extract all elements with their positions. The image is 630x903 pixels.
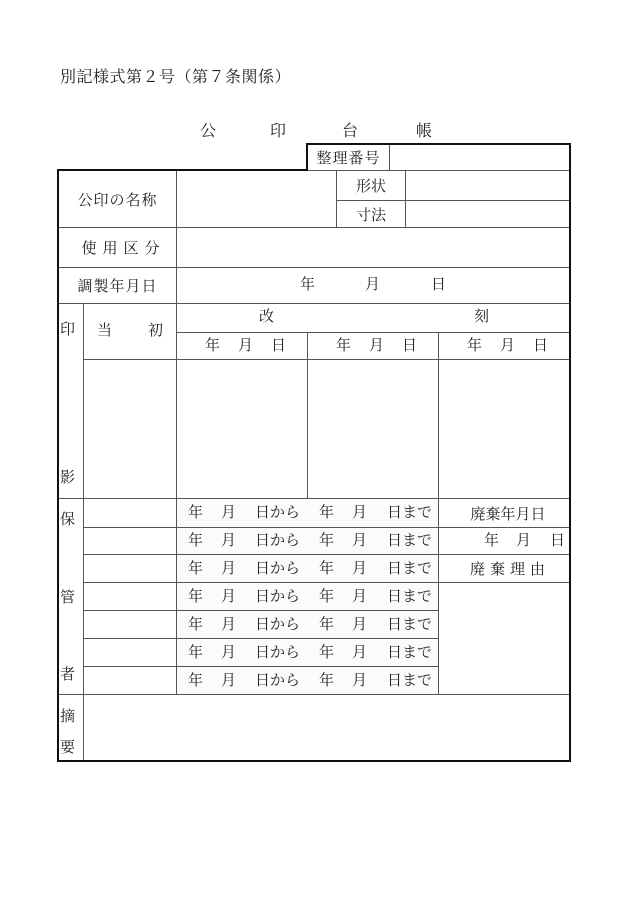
usage-label-cell: [58, 227, 177, 268]
recarve-date-3-day: 日: [533, 338, 549, 354]
disposal-reason-field[interactable]: [438, 582, 570, 695]
frame-step-top-border: [57, 169, 308, 171]
size-field[interactable]: [405, 200, 570, 228]
period-to-year: 年: [319, 617, 335, 633]
period-to-day: 日まで: [387, 645, 433, 661]
recarve-impression-box-1[interactable]: [176, 359, 308, 499]
disposal-reason-value: [439, 583, 569, 694]
period-from-month: 月: [221, 533, 237, 549]
period-from-year: 年: [188, 617, 204, 633]
period-to-month: 月: [352, 673, 368, 689]
seal-name-label-cell: [58, 170, 177, 228]
recarve-date-1-year: 年: [205, 338, 221, 354]
recarve-date-1-month: 月: [238, 338, 254, 354]
serial-number-label: 整理番号: [316, 151, 381, 167]
custodian-name-field[interactable]: [83, 554, 177, 583]
title-char: 台: [341, 123, 358, 140]
custodian-name-field[interactable]: [83, 610, 177, 639]
recarve-date-2-month: 月: [369, 338, 385, 354]
period-from-day: 日から: [255, 533, 301, 549]
custodian-name-value: [84, 528, 176, 554]
disposal-date-label: 廃棄年月日: [470, 506, 546, 523]
usage-field[interactable]: [176, 227, 570, 268]
period-to-day: 日まで: [387, 533, 433, 549]
disposal-date-day: 日: [550, 533, 566, 549]
custodian-name-value: [84, 499, 176, 527]
custodian-name-value: [84, 583, 176, 610]
period-to-year: 年: [319, 673, 335, 689]
period-to-day: 日まで: [387, 561, 433, 577]
period-to-year: 年: [319, 505, 335, 521]
size-label-cell: [336, 200, 406, 228]
period-from-year: 年: [188, 673, 204, 689]
impression-label-top: 印: [60, 322, 76, 338]
shape-label-cell: [336, 170, 406, 201]
serial-number-label-cell: [307, 144, 390, 171]
original-label-char: 当: [97, 323, 113, 339]
custodian-name-field[interactable]: [83, 666, 177, 695]
title-char: 公: [199, 123, 216, 140]
custodian-name-value: [84, 667, 176, 694]
disposal-date-month: 月: [516, 533, 532, 549]
recarve-date-2-day: 日: [402, 338, 418, 354]
period-from-month: 月: [221, 673, 237, 689]
remarks-label-char: 摘: [60, 709, 76, 725]
custodian-name-field[interactable]: [83, 582, 177, 611]
remarks-label-char: 要: [60, 740, 76, 756]
remarks-field[interactable]: [83, 694, 570, 761]
period-from-day: 日から: [255, 645, 301, 661]
period-to-year: 年: [319, 533, 335, 549]
seal-name-field[interactable]: [176, 170, 337, 228]
period-from-month: 月: [221, 589, 237, 605]
made-date-label: 調製年月日: [77, 279, 158, 295]
period-to-day: 日まで: [387, 505, 433, 521]
recarve-impression-box-2[interactable]: [307, 359, 439, 499]
period-from-year: 年: [188, 589, 204, 605]
recarve-label-char: 改: [259, 309, 275, 325]
seal-name-value: [177, 171, 336, 227]
shape-field[interactable]: [405, 170, 570, 201]
original-label-char: 初: [148, 323, 164, 339]
recarve-date-1-day: 日: [271, 338, 287, 354]
disposal-reason-label: 廃棄理由: [469, 562, 550, 578]
form-reference: 別記様式第２号（第７条関係）: [60, 69, 292, 86]
period-from-month: 月: [221, 645, 237, 661]
recarve-label-char: 刻: [474, 309, 490, 325]
custodian-name-field[interactable]: [83, 527, 177, 555]
original-impression-box[interactable]: [83, 359, 177, 499]
custodian-name-field[interactable]: [83, 498, 177, 528]
period-from-year: 年: [188, 505, 204, 521]
title-char: 印: [269, 123, 286, 140]
period-to-day: 日まで: [387, 589, 433, 605]
size-value: [406, 201, 569, 227]
usage-label: 使用区分: [81, 241, 166, 257]
period-from-year: 年: [188, 561, 204, 577]
recarve-impression-box-3[interactable]: [438, 359, 570, 499]
disposal-reason-label-cell: [438, 554, 570, 583]
recarve-date-3-month: 月: [500, 338, 516, 354]
frame-right-border: [569, 143, 571, 762]
period-to-day: 日まで: [387, 673, 433, 689]
shape-label: 形状: [355, 179, 386, 195]
serial-number-value: [390, 145, 569, 170]
serial-number-field[interactable]: [389, 144, 570, 171]
period-from-day: 日から: [255, 589, 301, 605]
period-to-year: 年: [319, 589, 335, 605]
period-from-year: 年: [188, 645, 204, 661]
custodian-label-char: 保: [60, 512, 76, 528]
custodian-name-value: [84, 611, 176, 638]
period-to-month: 月: [352, 561, 368, 577]
frame-left-border: [57, 169, 59, 762]
frame-step-border: [306, 143, 308, 171]
impression-label-bottom: 影: [60, 470, 76, 486]
period-from-day: 日から: [255, 617, 301, 633]
recarve-date-2-year: 年: [336, 338, 352, 354]
frame-top-border: [306, 143, 571, 145]
period-to-month: 月: [352, 617, 368, 633]
recarve-date-3-year: 年: [467, 338, 483, 354]
custodian-label-char: 者: [60, 667, 76, 683]
custodian-name-field[interactable]: [83, 638, 177, 667]
disposal-date-year: 年: [484, 533, 500, 549]
period-from-day: 日から: [255, 561, 301, 577]
remarks-value: [84, 695, 569, 760]
period-to-month: 月: [352, 645, 368, 661]
period-to-month: 月: [352, 533, 368, 549]
period-from-year: 年: [188, 533, 204, 549]
period-from-month: 月: [221, 617, 237, 633]
custodian-label-char: 管: [60, 590, 76, 606]
period-from-day: 日から: [255, 673, 301, 689]
shape-value: [406, 171, 569, 200]
usage-value: [177, 228, 569, 267]
made-date-year: 年: [300, 277, 316, 293]
period-from-month: 月: [221, 505, 237, 521]
made-date-label-cell: [58, 267, 177, 304]
made-date-month: 月: [365, 277, 381, 293]
size-label: 寸法: [355, 207, 386, 224]
made-date-day: 日: [431, 277, 447, 293]
period-to-year: 年: [319, 645, 335, 661]
seal-name-label: 公印の名称: [77, 192, 158, 209]
title-char: 帳: [415, 123, 432, 140]
custodian-name-value: [84, 555, 176, 582]
custodian-name-value: [84, 639, 176, 666]
period-to-month: 月: [352, 589, 368, 605]
frame-bottom-border: [57, 760, 571, 762]
period-to-year: 年: [319, 561, 335, 577]
period-to-day: 日まで: [387, 617, 433, 633]
disposal-date-label-cell: [438, 498, 570, 528]
period-from-day: 日から: [255, 505, 301, 521]
period-from-month: 月: [221, 561, 237, 577]
recarve-label-cell: [176, 303, 570, 333]
period-to-month: 月: [352, 505, 368, 521]
